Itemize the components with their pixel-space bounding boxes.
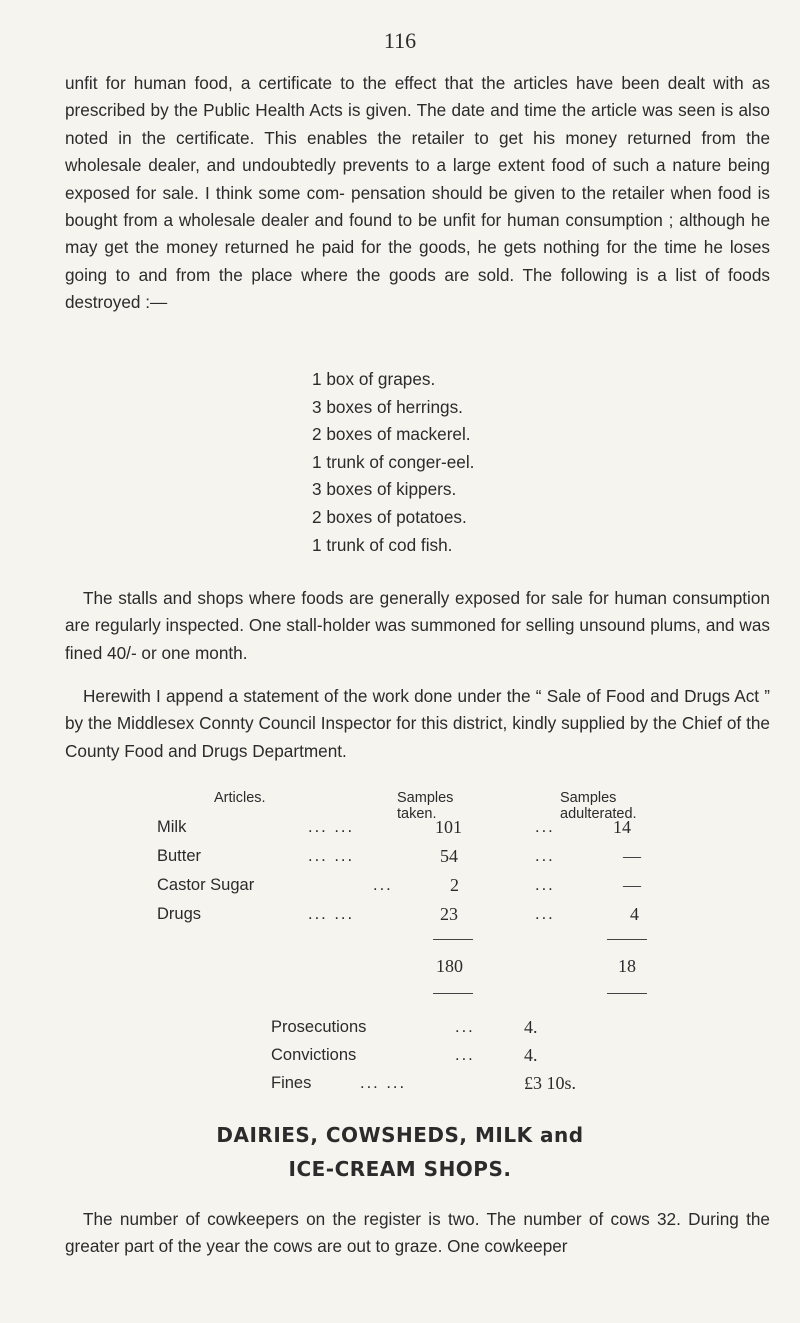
samples-adulterated-value: — [623,846,641,866]
header-samples-adulterated: Samples adulterated. [560,790,637,822]
samples-taken-value: 23 [440,904,458,924]
samples-adulterated-value: — [623,875,641,895]
summary-value: £3 10s. [524,1073,577,1093]
leader-dots: ... [535,905,555,923]
section-heading: DAIRIES, COWSHEDS, MILK and [216,1123,584,1147]
leader-dots: ... ... [308,847,355,865]
paragraph-statement: Herewith I append a statement of the work done under the “ Sale of Food and Drugs Act ” by the Middlesex Connty Council Inspector for this district, kindly supplied by the Chief of the County Food and Drugs Department. [65,686,770,761]
samples-taken-value: 54 [440,846,458,866]
article-name: Butter [157,847,202,865]
leader-dots: ... [455,1046,475,1064]
total-samples-taken: 180 [436,956,463,976]
total-rule [433,939,473,940]
header-samples-taken: Samples taken. [397,790,454,822]
article-name: Drugs [157,905,202,923]
leader-dots: ... ... [308,818,355,836]
leader-dots: ... [373,876,393,894]
list-item: 1 trunk of conger-eel. [312,451,475,472]
article-name: Milk [157,818,187,836]
section-heading: ICE-CREAM SHOPS. [288,1157,512,1181]
leader-dots: ... [535,818,555,836]
page-number: 116 [383,28,417,53]
summary-label: Fines [271,1074,312,1092]
list-item: 2 boxes of potatoes. [312,506,467,527]
paragraph-certificate: unfit for human food, a certificate to the effect that the articles have been dealt with as prescribed by the Public Health Acts is given. The date and time the article was seen is also noted in the certificate. This enables the retailer to get his money returned from the wholesale dealer, and undoubtedly prevents to a large extent food of such a nature being exposed for sale. I think some com- pensation should be given to the retailer when food is bought from a wholesale dealer and found to be unfit for human consumption ; although he may get the money returned he paid for the goods, he gets nothing for the time he loses going to and from the place where the goods are sold. The following is a list of foods destroyed :— [65,73,770,313]
samples-taken-value: 101 [435,817,462,837]
leader-dots: ... [535,847,555,865]
list-item: 3 boxes of herrings. [312,396,463,417]
article-name: Castor Sugar [157,876,255,894]
samples-adulterated-value: 4 [630,904,639,924]
summary-label: Prosecutions [271,1018,367,1036]
total-rule [607,939,647,940]
total-rule [607,993,647,994]
paragraph-cowkeepers: The number of cowkeepers on the register is two. The number of cows 32. During the greater part of the year the cows are out to graze. One cowkeeper [65,1209,770,1257]
leader-dots: ... [535,876,555,894]
leader-dots: ... ... [308,905,355,923]
summary-value: 4. [524,1017,538,1037]
list-item: 2 boxes of mackerel. [312,424,471,445]
leader-dots: ... ... [360,1074,407,1092]
leader-dots: ... [455,1018,475,1036]
total-samples-adulterated: 18 [618,956,636,976]
summary-label: Convictions [271,1046,357,1064]
summary-value: 4. [524,1045,538,1065]
paragraph-stalls: The stalls and shops where foods are generally exposed for sale for human consumption are regularly inspected. One stall-holder was summoned for selling unsound plums, and was fined 40/- or one month. [65,588,770,663]
foods-destroyed-list [312,366,474,559]
samples-taken-value: 2 [450,875,459,895]
total-rule [433,993,473,994]
samples-adulterated-value: 14 [613,817,631,837]
list-item: 1 box of grapes. [312,369,436,389]
header-articles: Articles. [214,790,266,806]
list-item: 3 boxes of kippers. [312,479,457,500]
list-item: 1 trunk of cod fish. [312,534,453,555]
